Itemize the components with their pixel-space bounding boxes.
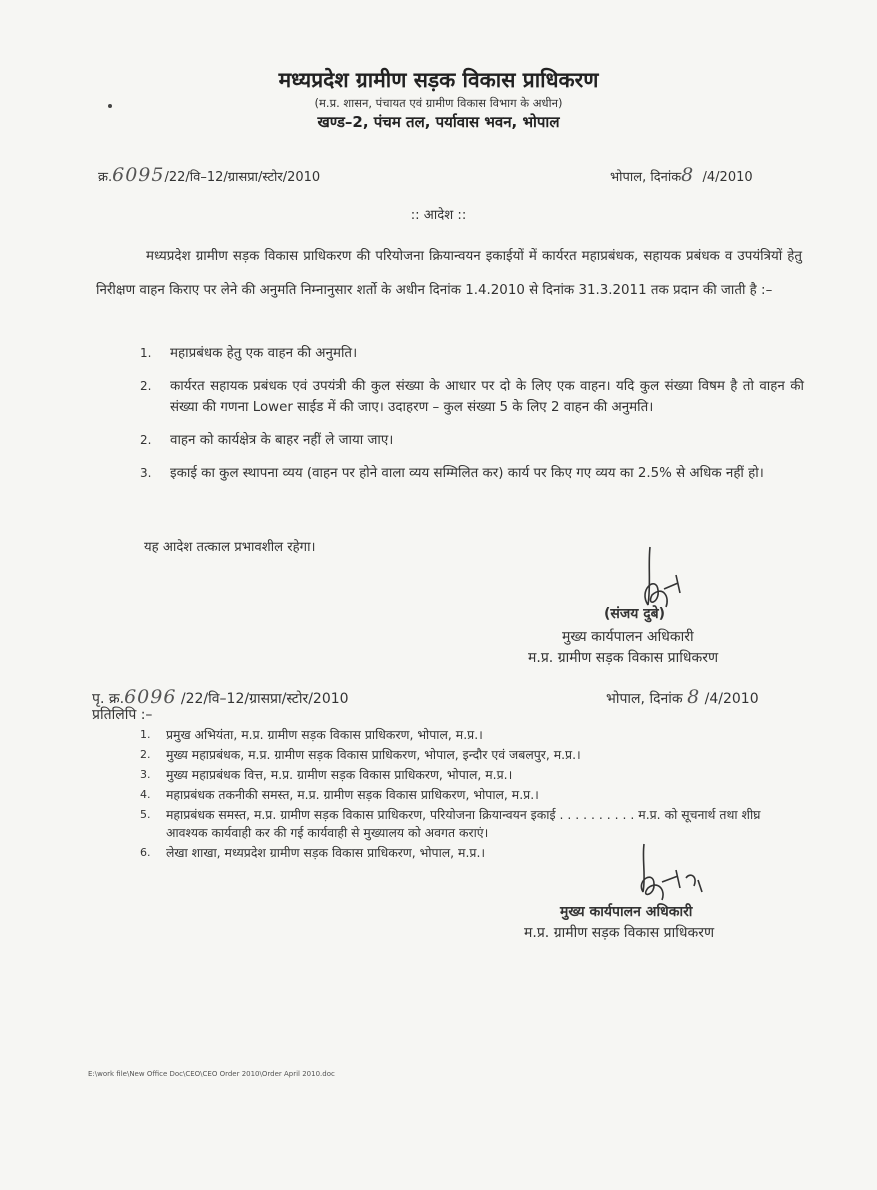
list-item (140, 376, 804, 418)
copy-day-handwritten: 8 (687, 686, 701, 708)
order-paragraph: मध्यप्रदेश ग्रामीण सड़क विकास प्राधिकरण की परियोजना क्रियान्वयन इकाईयों में कार्यरत महाप्रबंधक, सहायक प्रबंधक व उपयंत्रियों हेतु निरीक्षण वाहन किराए पर लेने की अनुमति निम्नानुसार शर्तो के अधीन दिनांक 1.4.2010 से दिनांक 31.3.2011 तक प्रदान की जाती है :– (96, 249, 802, 298)
item-text: महाप्रबंधक समस्त, म.प्र. ग्रामीण सड़क विकास प्राधिकरण, परियोजना क्रियान्वयन इकाई . . . . . . . . . . म.प्र. को सूचनार्थ तथा शीघ्र आवश्यक कार्यवाही कर की गई कार्यवाही से मुख्यालय को अवगत कराएं। (166, 807, 761, 840)
item-number: 2. (140, 748, 151, 761)
item-number: 2. (140, 433, 152, 447)
effective-note: यह आदेश तत्काल प्रभावशील रहेगा। (144, 540, 316, 555)
item-text: महाप्रबंधक हेतु एक वाहन की अनुमति। (170, 346, 358, 361)
order-date (610, 164, 753, 186)
item-number: 2. (140, 379, 152, 393)
list-item (140, 343, 804, 364)
org-name: मध्यप्रदेश ग्रामीण सड़क विकास प्राधिकरण (278, 68, 599, 92)
list-item (140, 746, 804, 764)
item-text: वाहन को कार्यक्षेत्र के बाहर नहीं ले जाया जाए। (170, 433, 394, 448)
item-number: 6. (140, 846, 151, 859)
copy-ref-prefix: पृ. क्र. (92, 691, 125, 707)
order-ref (98, 164, 320, 186)
item-number: 4. (140, 788, 151, 801)
signatory2-designation: मुख्य कार्यपालन अधिकारी (560, 904, 693, 920)
order-day-handwritten: 8 (681, 164, 695, 186)
item-text: मुख्य महाप्रबंधक, म.प्र. ग्रामीण सड़क विकास प्राधिकरण, भोपाल, इन्दौर एवं जबलपुर, म.प्र.। (166, 747, 581, 762)
conditions-list (140, 343, 804, 496)
order-ref-prefix: क्र. (98, 170, 113, 185)
org-address: खण्ड–2, पंचम तल, पर्यावास भवन, भोपाल (317, 113, 560, 131)
list-item (140, 786, 804, 804)
item-number: 3. (140, 466, 152, 480)
item-number: 1. (140, 346, 152, 360)
item-number: 5. (140, 808, 151, 821)
order-number-handwritten: 6095 (112, 164, 165, 186)
copy-number-handwritten: 6096 (124, 686, 177, 708)
copy-date-label: भोपाल, दिनांक (606, 691, 683, 707)
copy-label: प्रतिलिपि :– (92, 707, 153, 723)
item-text: मुख्य महाप्रबंधक वित्त, म.प्र. ग्रामीण सड़क विकास प्राधिकरण, भोपाल, म.प्र.। (166, 767, 513, 782)
order-date-label: भोपाल, दिनांक (610, 170, 682, 185)
item-text: महाप्रबंधक तकनीकी समस्त, म.प्र. ग्रामीण सड़क विकास प्राधिकरण, भोपाल, म.प्र.। (166, 787, 539, 802)
org-subline: (म.प्र. शासन, पंचायत एवं ग्रामीण विकास विभाग के अधीन) (314, 96, 563, 110)
order-ref-text: /22/वि–12/ग्रासप्रा/स्टोर/2010 (164, 170, 321, 185)
signatory-org: म.प्र. ग्रामीण सड़क विकास प्राधिकरण (528, 650, 719, 666)
item-number: 3. (140, 768, 151, 781)
list-item (140, 726, 804, 744)
item-text: इकाई का कुल स्थापना व्यय (वाहन पर होने वाला व्यय सम्मिलित कर) कार्य पर किए गए व्यय का 2.5% से अधिक नहीं हो। (170, 466, 764, 481)
scan-speck (108, 104, 112, 108)
list-item (140, 430, 804, 451)
order-date-rest: /4/2010 (702, 170, 753, 185)
item-text: कार्यरत सहायक प्रबंधक एवं उपयंत्री की कुल संख्या के आधार पर दो के लिए एक वाहन। यदि कुल संख्या विषम है तो वाहन की संख्या की गणना Lower साईड में की जाए। उदाहरण – कुल संख्या 5 के लिए 2 वाहन की अनुमति। (170, 379, 804, 415)
list-item (140, 806, 804, 842)
order-title: :: आदेश :: (410, 208, 467, 223)
item-text: प्रमुख अभियंता, म.प्र. ग्रामीण सड़क विकास प्राधिकरण, भोपाल, म.प्र.। (166, 727, 483, 742)
signatory-designation: मुख्य कार्यपालन अधिकारी (562, 629, 694, 645)
signatory-name: (संजय दुबे) (604, 606, 666, 622)
list-item (140, 766, 804, 784)
copy-date (606, 686, 759, 708)
list-item (140, 463, 804, 484)
item-number: 1. (140, 728, 151, 741)
signatory2-org: म.प्र. ग्रामीण सड़क विकास प्राधिकरण (524, 925, 715, 941)
copy-date-rest: /4/2010 (704, 691, 759, 707)
copy-ref-text: /22/वि–12/ग्रासप्रा/स्टोर/2010 (180, 691, 349, 707)
item-text: लेखा शाखा, मध्यप्रदेश ग्रामीण सड़क विकास प्राधिकरण, भोपाल, म.प्र.। (166, 845, 486, 860)
footer-file-path: E:\work file\New Office Doc\CEO\CEO Order 2010\Order April 2010.doc (88, 1070, 335, 1078)
